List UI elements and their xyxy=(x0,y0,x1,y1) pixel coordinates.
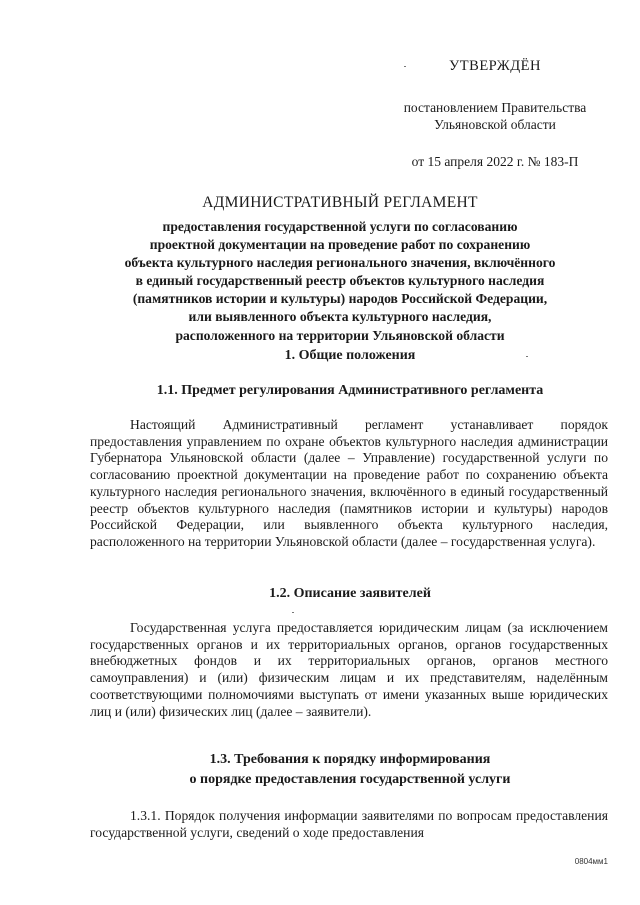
subtitle-line: проектной документации на проведение работ по сохранению xyxy=(149,237,531,253)
section-heading-1-2: 1.2. Описание заявителей xyxy=(269,586,431,601)
subtitle-line: или выявленного объекта культурного наследия, xyxy=(188,309,492,325)
approval-date: от 15 апреля 2022 г. № 183-П xyxy=(411,154,579,169)
section-heading-1-3-line-1: 1.3. Требования к порядку информирования xyxy=(209,752,491,767)
scan-speck xyxy=(526,356,528,357)
paragraph-text: 1.3.1. Порядок получения информации заявителями по вопросам предоставления государственной услуги, сведений о ходе предоставления xyxy=(90,808,608,840)
section-heading-1: 1. Общие положения xyxy=(284,348,416,363)
paragraph-1-1 xyxy=(90,417,608,551)
document-title-main: АДМИНИСТРАТИВНЫЙ РЕГЛАМЕНТ xyxy=(202,194,478,211)
subtitle-line: объекта культурного наследия регионального значения, включённого xyxy=(124,255,556,271)
document-title-subtitle xyxy=(80,218,600,345)
document-title xyxy=(80,194,600,345)
subtitle-line: расположенного на территории Ульяновской области xyxy=(175,327,505,343)
section-heading-1-3-line-2: о порядке предоставления государственной услуги xyxy=(189,772,511,787)
paragraph-text: Государственная услуга предоставляется юридическим лицам (за исключением государственных органов и их территориальных органов, органов государственных внебюджетных фондов и их территориальных органов, органов местного самоуправления) и (или) физическим лицам и их представителям, наделённым соответствующими полномочиями выступать от имени указанных выше юридических лиц и (или) физических лиц (далее – заявители). xyxy=(90,620,608,719)
paragraph-1-2 xyxy=(90,620,608,720)
section-heading-1-1: 1.1. Предмет регулирования Административного регламента xyxy=(156,383,544,398)
paragraph-text: Настоящий Административный регламент устанавливает порядок предоставления управлением по охране объектов культурного наследия администрации Губернатора Ульяновской области (далее – Управление) государственной услуги по согласованию проектной документации на проведение работ по сохранению объекта культурного наследия регионального значения, включённого в единый государственный реестр объектов культурного наследия (памятников истории и культуры) народов Российской Федерации, или выявленного объекта культурного наследия, расположенного на территории Ульяновской области (далее – государственная услуга). xyxy=(90,417,608,549)
footer-code: 0804мм1 xyxy=(574,857,608,866)
scan-speck xyxy=(404,66,406,67)
paragraph-1-3-1 xyxy=(90,808,608,841)
approval-line-2: Ульяновской области xyxy=(434,117,556,132)
subtitle-line: в единый государственный реестр объектов культурного наследия xyxy=(135,273,545,289)
subtitle-line: предоставления государственной услуги по согласованию xyxy=(162,219,518,234)
approval-title: УТВЕРЖДЁН xyxy=(449,58,541,74)
section-heading-1-3 xyxy=(80,750,620,790)
approval-block xyxy=(380,58,610,170)
subtitle-line: (памятников истории и культуры) народов Российской Федерации, xyxy=(132,291,548,307)
approval-line-1: постановлением Правительства xyxy=(403,100,587,115)
scan-speck xyxy=(292,612,294,613)
